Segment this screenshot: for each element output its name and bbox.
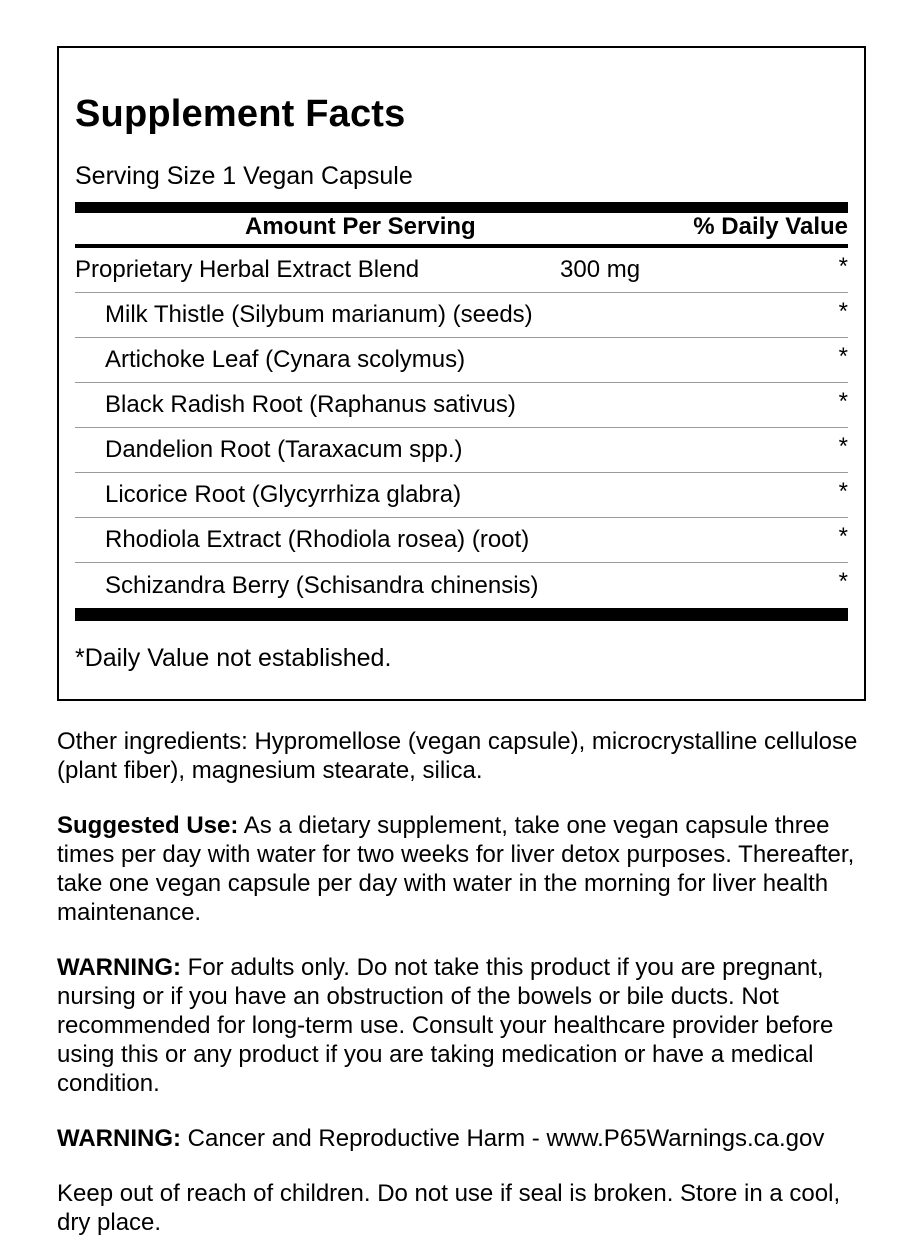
panel-title: Supplement Facts: [75, 93, 406, 135]
divider-bar-thick: [75, 608, 848, 621]
ingredient-daily-value: *: [838, 253, 848, 280]
divider-bar-thick: [75, 202, 848, 213]
storage-instructions-text: Keep out of reach of children. Do not use if seal is broken. Store in a cool, dry place.: [57, 1180, 841, 1236]
suggested-use-label: Suggested Use:: [57, 812, 239, 839]
ingredient-name: Schizandra Berry (Schisandra chinensis): [105, 571, 539, 599]
other-ingredients-text: Other ingredients: Hypromellose (vegan capsule), microcrystalline cellulose (plant fiber), magnesium stearate, silica.: [57, 728, 858, 784]
daily-value-footnote: *Daily Value not established.: [75, 644, 392, 672]
table-row: [75, 473, 848, 518]
table-row: [75, 428, 848, 473]
ingredient-daily-value: *: [838, 298, 848, 325]
ingredient-name: Licorice Root (Glycyrrhiza glabra): [105, 481, 462, 508]
table-row: [75, 518, 848, 563]
ingredient-name: Artichoke Leaf (Cynara scolymus): [105, 346, 466, 373]
serving-size: Serving Size 1 Vegan Capsule: [75, 162, 413, 190]
label-details: [57, 701, 869, 1237]
warning-adults: [57, 953, 869, 1098]
warning-label: WARNING:: [57, 954, 181, 981]
ingredient-daily-value: *: [838, 388, 848, 415]
suggested-use-text: As a dietary supplement, take one vegan capsule three times per day with water for two weeks for liver detox purposes. Thereafter, take one vegan capsule per day with water in the morning for liver health maintenance.: [57, 812, 855, 926]
warning-prop65-text: Cancer and Reproductive Harm - www.P65Warnings.ca.gov: [180, 1125, 825, 1152]
facts-table-body: [75, 248, 848, 608]
ingredient-daily-value: *: [838, 478, 848, 505]
table-row: [75, 563, 848, 608]
column-header-amount: Amount Per Serving: [245, 213, 476, 240]
storage-instructions: [57, 1179, 869, 1237]
ingredient-name: Proprietary Herbal Extract Blend: [75, 256, 420, 283]
table-row: [75, 338, 848, 383]
column-header-daily-value: % Daily Value: [693, 213, 848, 240]
ingredient-name: Dandelion Root (Taraxacum spp.): [105, 436, 463, 463]
table-row: [75, 293, 848, 338]
ingredient-name: Milk Thistle (Silybum marianum) (seeds): [105, 301, 533, 328]
ingredient-daily-value: *: [838, 523, 848, 550]
warning-adults-text: For adults only. Do not take this product if you are pregnant, nursing or if you have an obstruction of the bowels or bile ducts. Not recommended for long-term use. Consult your healthcare provider before using this or any product if you are taking medication or have a medical condition.: [57, 954, 834, 1097]
table-row: [75, 383, 848, 428]
warning-prop65: [57, 1124, 869, 1153]
warning-label: WARNING:: [57, 1125, 181, 1152]
ingredient-daily-value: *: [838, 433, 848, 460]
ingredient-name: Rhodiola Extract (Rhodiola rosea) (root): [105, 526, 530, 553]
suggested-use: [57, 811, 869, 927]
ingredient-amount: 300 mg: [560, 256, 641, 283]
ingredient-daily-value: *: [838, 343, 848, 370]
ingredient-name: Black Radish Root (Raphanus sativus): [105, 391, 516, 418]
table-row: [75, 248, 848, 293]
other-ingredients: [57, 727, 869, 785]
ingredient-daily-value: *: [838, 568, 848, 595]
table-header: [75, 213, 848, 244]
supplement-facts-panel: [57, 46, 866, 701]
